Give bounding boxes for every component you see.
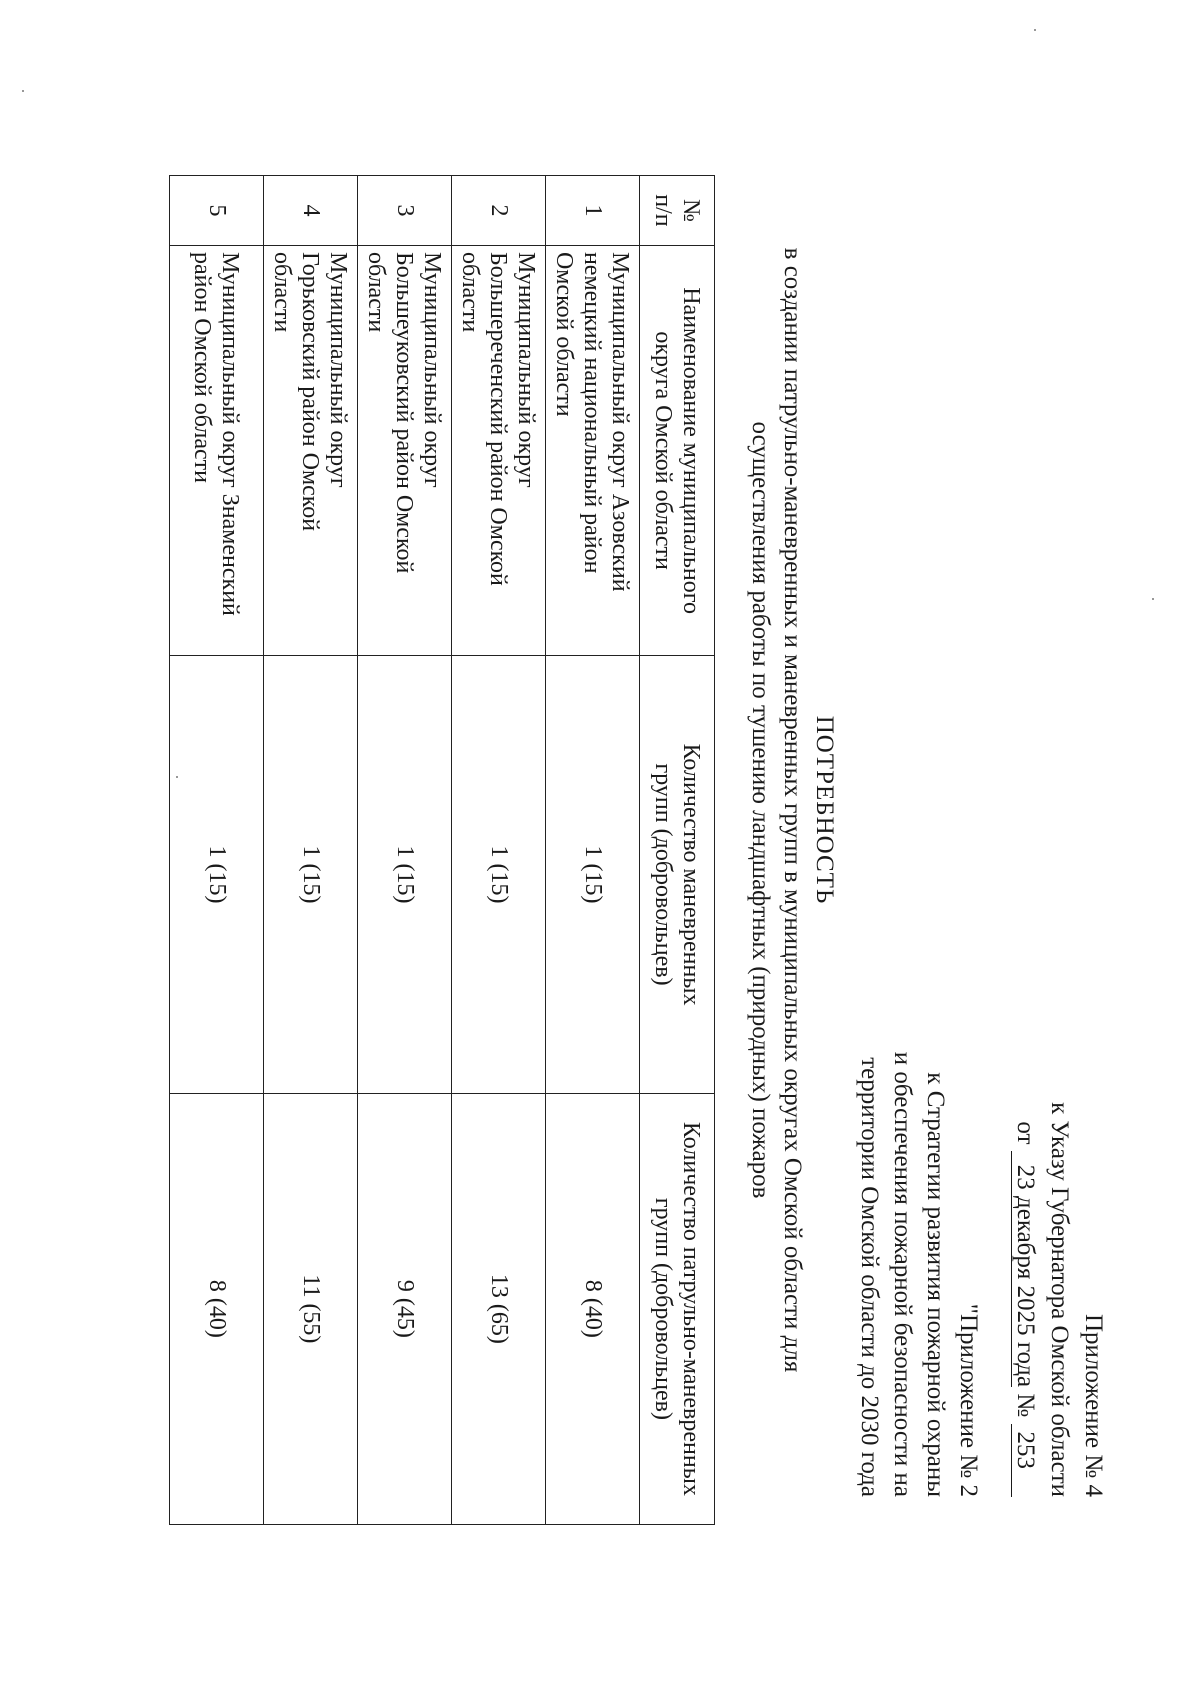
decree-date: 23 декабря 2025 года [1011,1151,1038,1387]
appendix-date-line [1008,1102,1042,1497]
document-heading [744,100,840,1520]
appendix-decree: к Указу Губернатора Омской области [1046,1102,1073,1497]
row-name: Муниципальный округ Большереченский район Омской области [452,245,546,655]
appendix2-strategy: и обеспечения пожарной безопасности на [889,1051,916,1497]
row-patrol: 8 (40) [170,1093,264,1524]
decree-number: 253 [1011,1424,1038,1498]
row-name: Муниципальный округ Большеуковский район Омской области [358,245,452,655]
row-num: 5 [170,176,264,246]
table-row [358,176,452,1525]
header-num: № п/п [640,176,715,246]
appendix2-block [853,1052,985,1497]
row-patrol: 11 (55) [264,1093,358,1524]
table-row [170,176,264,1525]
row-patrol: 8 (40) [546,1093,640,1524]
row-patrol: 13 (65) [452,1093,546,1524]
document-subtitle: осуществления работы по тушению ландшафтных (природных) пожаров [747,421,774,1199]
row-maneuver: 1 (15) [358,656,452,1093]
row-num: 2 [452,176,546,246]
needs-table [169,175,715,1525]
row-name: Муниципальный округ Знаменский район Омской области [170,245,264,655]
row-name: Муниципальный округ Азовский немецкий национальный район Омской области [546,245,640,655]
document-title: ПОТРЕБНОСТЬ [811,715,838,905]
document-subtitle: в создании патрульно-маневренных и маневренных групп в муниципальных округах Омской области для [779,247,806,1373]
header-patrol: Количество патрульно-маневренных групп (добровольцев) [640,1093,715,1524]
row-maneuver: 1 (15) [546,656,640,1093]
header-name: Наименование муниципального округа Омской области [640,245,715,655]
row-num: 3 [358,176,452,246]
table-row [452,176,546,1525]
appendix-block [1008,1102,1110,1497]
row-maneuver: 1 (15) [264,656,358,1093]
row-num: 4 [264,176,358,246]
appendix2-strategy: к Стратегии развития пожарной охраны [922,1072,949,1497]
header-maneuver: Количество маневренных групп (добровольцев) [640,656,715,1093]
date-prefix: от [1012,1121,1039,1145]
row-num: 1 [546,176,640,246]
row-patrol: 9 (45) [358,1093,452,1524]
row-maneuver: 1 (15) [170,656,264,1093]
row-maneuver: 1 (15) [452,656,546,1093]
appendix2-strategy: территории Омской области до 2030 года [856,1057,883,1497]
appendix2-number: "Приложение № 2 [955,1303,982,1497]
table-row [546,176,640,1525]
appendix-number: Приложение № 4 [1080,1313,1107,1497]
row-name: Муниципальный округ Горьковский район Омской области [264,245,358,655]
table-row [264,176,358,1525]
table-header-row [640,176,715,1525]
number-prefix: № [1012,1393,1039,1418]
